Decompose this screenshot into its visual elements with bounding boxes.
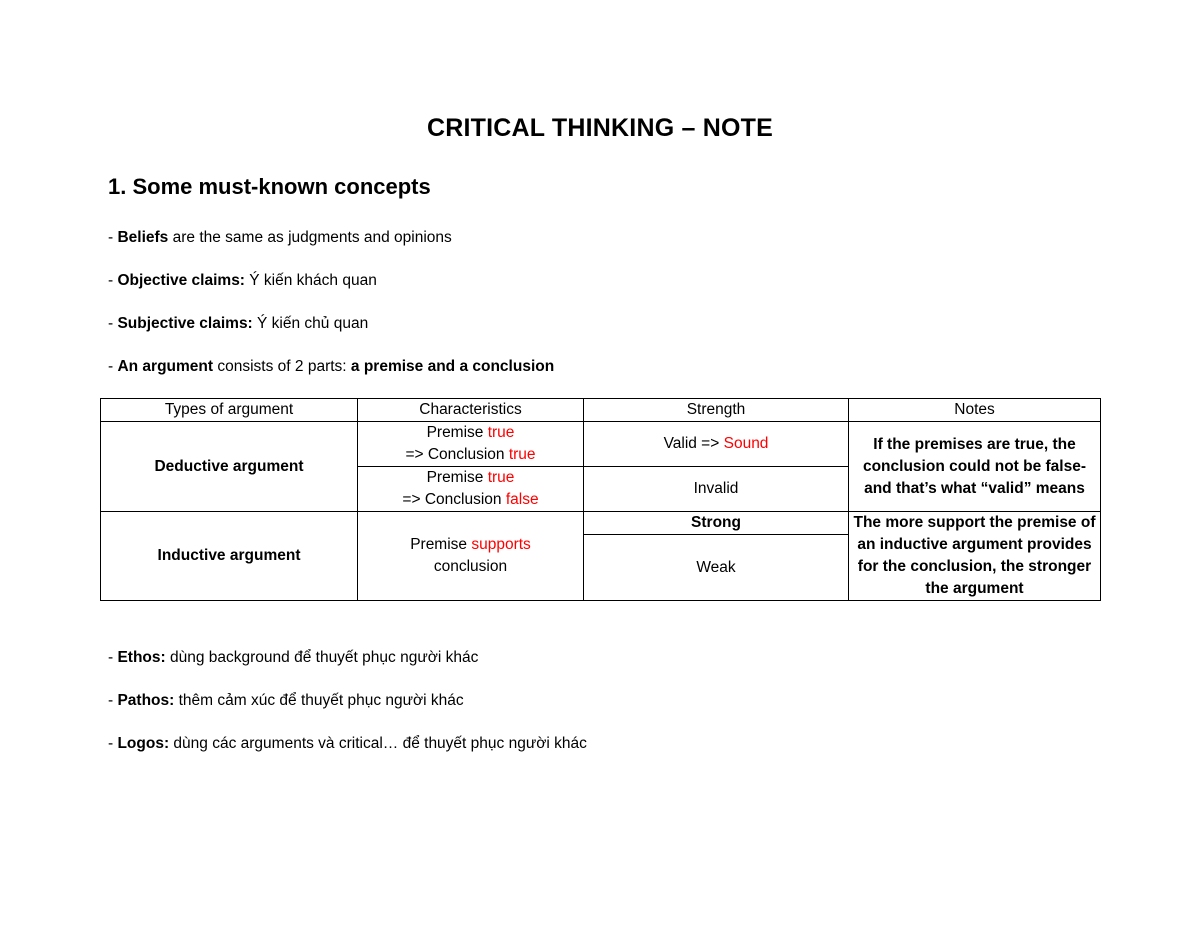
argument-term: An argument — [117, 358, 214, 375]
deductive-strength-invalid: Invalid — [584, 467, 849, 512]
char-red: true — [508, 446, 536, 463]
header-notes: Notes — [849, 399, 1101, 422]
pathos-line — [108, 692, 464, 710]
ethos-text: dùng background để thuyết phục người khác — [165, 649, 479, 666]
inductive-strength-strong: Strong — [584, 512, 849, 535]
table-header-row — [101, 399, 1101, 422]
table-row — [101, 422, 1101, 467]
char-text: Premise — [426, 424, 488, 441]
inductive-type-cell: Inductive argument — [101, 512, 358, 601]
bullet-dash: - — [108, 692, 118, 709]
char-text: conclusion — [433, 558, 508, 575]
pathos-text: thêm cảm xúc để thuyết phục người khác — [174, 692, 464, 709]
beliefs-line — [108, 229, 452, 247]
char-text: Premise — [410, 536, 472, 553]
page-title: CRITICAL THINKING – NOTE — [426, 114, 773, 142]
header-characteristics: Characteristics — [358, 399, 584, 422]
argument-line — [108, 358, 554, 376]
char-red: supports — [471, 536, 531, 553]
section-heading: 1. Some must-known concepts — [108, 174, 431, 199]
ethos-line — [108, 649, 478, 667]
header-strength: Strength — [584, 399, 849, 422]
bullet-dash: - — [108, 358, 118, 375]
char-text: => Conclusion — [405, 446, 509, 463]
deductive-type-cell: Deductive argument — [101, 422, 358, 512]
logos-text: dùng các arguments và critical… để thuyết phục người khác — [169, 735, 587, 752]
inductive-char-cell — [358, 512, 584, 601]
char-red: false — [505, 491, 539, 508]
inductive-notes-cell: The more support the premise of an inductive argument provides for the conclusion, the stronger the argument — [849, 512, 1101, 601]
argument-text: consists of 2 parts: — [213, 358, 351, 375]
deductive-char-valid — [358, 422, 584, 467]
objective-term: Objective claims: — [117, 272, 245, 289]
beliefs-text: are the same as judgments and opinions — [168, 229, 452, 246]
inductive-strength-weak: Weak — [584, 535, 849, 601]
pathos-term: Pathos: — [117, 692, 175, 709]
bullet-dash: - — [108, 315, 118, 332]
strength-text: Valid => — [663, 435, 724, 452]
bullet-dash: - — [108, 735, 118, 752]
bullet-dash: - — [108, 272, 118, 289]
logos-term: Logos: — [117, 735, 170, 752]
bullet-dash: - — [108, 229, 118, 246]
char-text: => Conclusion — [402, 491, 506, 508]
subjective-text: Ý kiến chủ quan — [252, 315, 369, 332]
argument-types-table — [100, 398, 1101, 601]
objective-claims-line — [108, 272, 377, 290]
table-row — [101, 512, 1101, 535]
header-types: Types of argument — [101, 399, 358, 422]
deductive-strength-valid — [584, 422, 849, 467]
logos-line — [108, 735, 587, 753]
subjective-claims-line — [108, 315, 368, 333]
beliefs-term: Beliefs — [117, 229, 169, 246]
deductive-char-invalid — [358, 467, 584, 512]
ethos-term: Ethos: — [117, 649, 166, 666]
char-text: Premise — [426, 469, 488, 486]
argument-tail: a premise and a conclusion — [350, 358, 555, 375]
char-red: true — [487, 424, 515, 441]
deductive-notes-cell: If the premises are true, the conclusion could not be false-and that’s what “valid” means — [849, 422, 1101, 512]
strength-red: Sound — [723, 435, 769, 452]
bullet-dash: - — [108, 649, 118, 666]
subjective-term: Subjective claims: — [117, 315, 253, 332]
objective-text: Ý kiến khách quan — [244, 272, 377, 289]
char-red: true — [487, 469, 515, 486]
